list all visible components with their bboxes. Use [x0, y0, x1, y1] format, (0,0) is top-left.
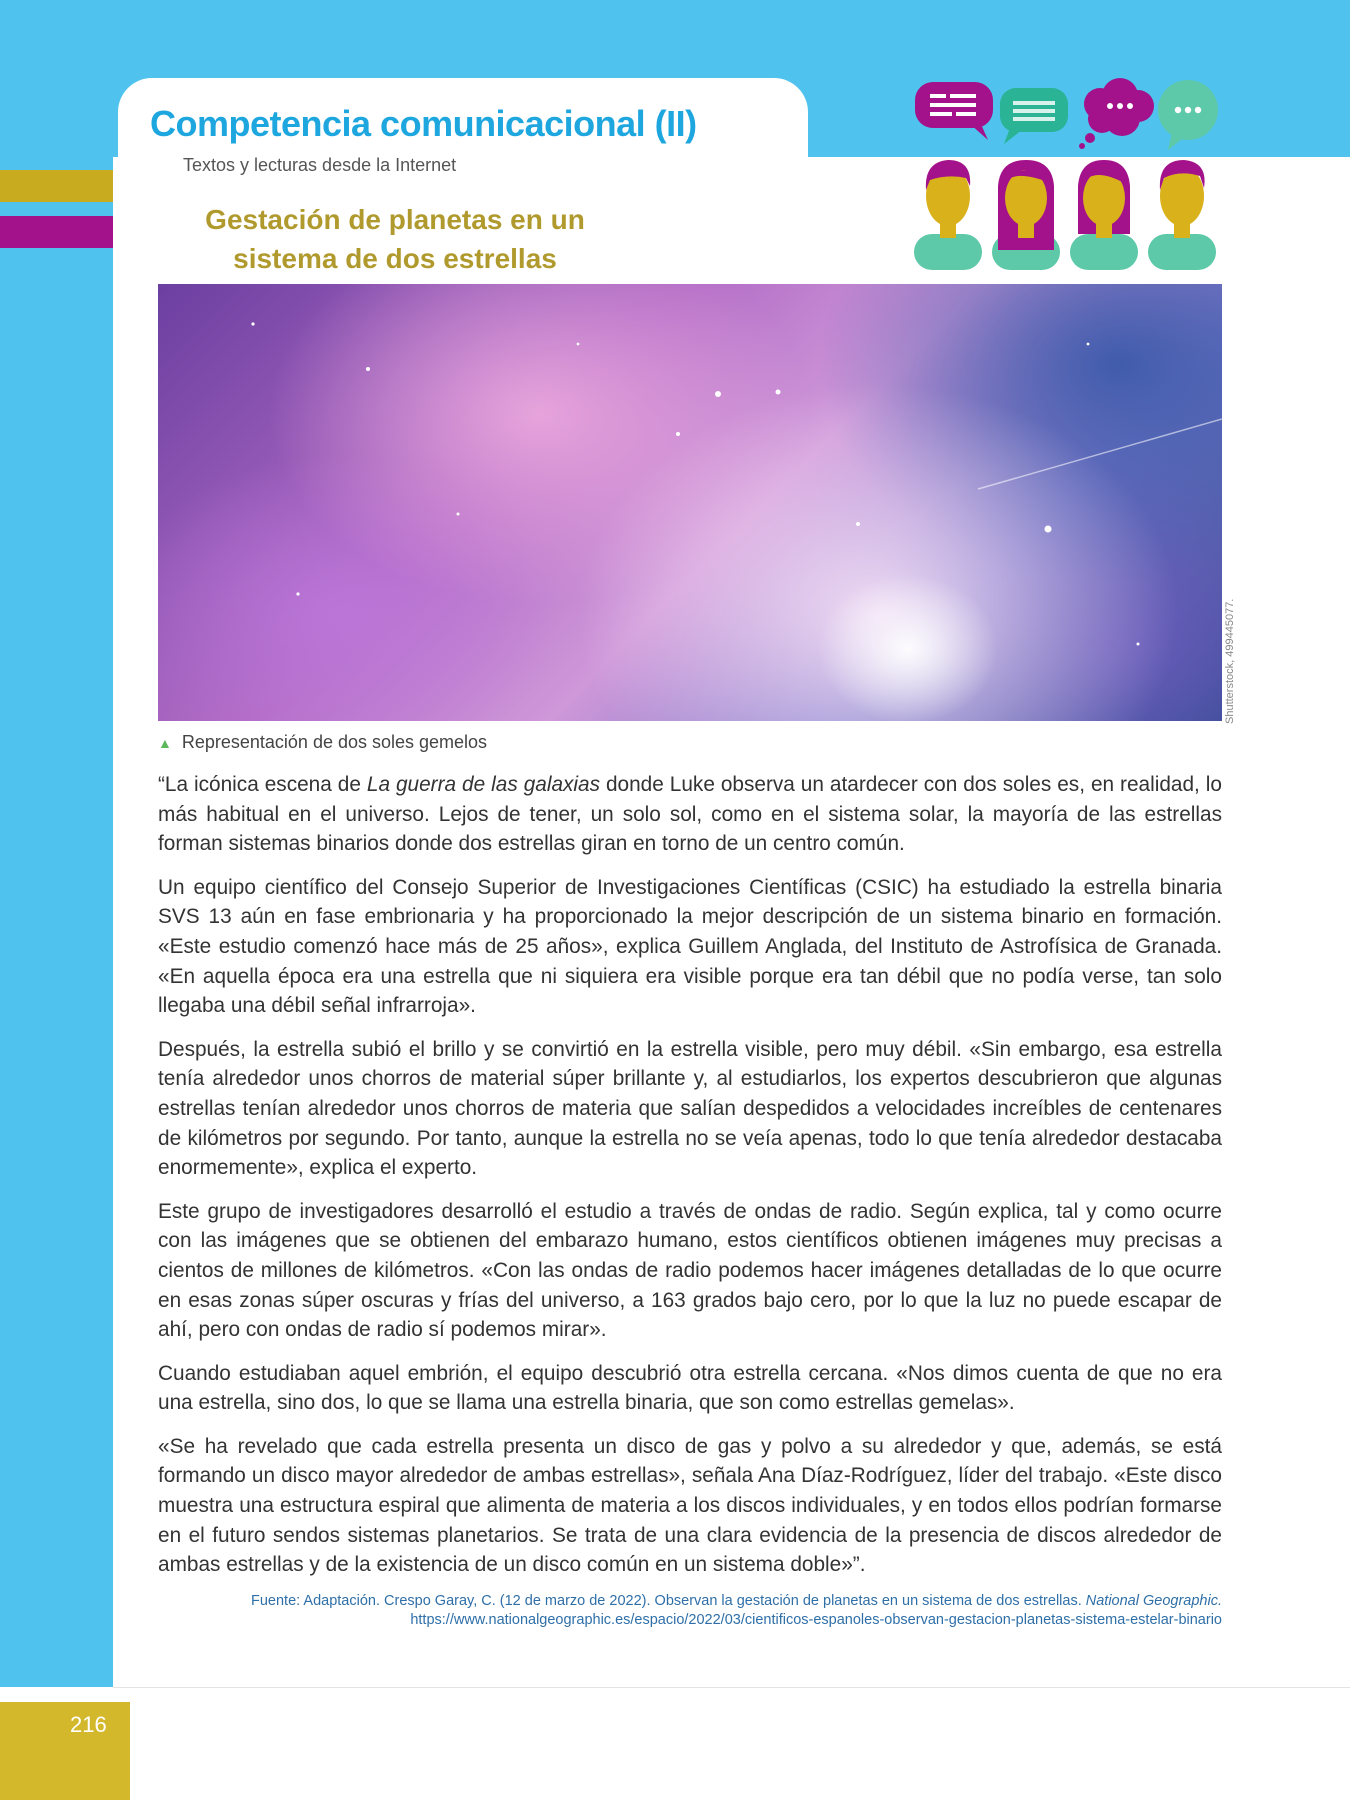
nebula-photo [158, 284, 1222, 721]
speech-bubble-green-icon [1000, 88, 1068, 144]
speech-bubble-purple-icon [915, 82, 993, 140]
paragraph: Un equipo científico del Consejo Superior de Investigaciones Científicas (CSIC) ha estudiado la estrella binaria SVS 13 aún en fase embrionaria y ha proporcionado la mejor descripción de un sistema binario en formación. «Este estudio comenzó hace más de 25 años», explica Guillem Anglada, del Instituto de Astrofísica de Granada. «En aquella época era una estrella que ni siquiera era visible porque era tan débil que no podía verse, tan solo llegaba una débil señal infrarroja». [158, 875, 1222, 1018]
person-icon [992, 160, 1060, 270]
film-title: La guerra de las galaxias [366, 773, 601, 796]
paragraph: «Se ha revelado que cada estrella presenta un disco de gas y polvo a su alrededor y que, además, se está formando un disco mayor alrededor de ambas estrellas», señala Ana Díaz-Rodríguez, líder del trabajo. «Este disco muestra una estructura espiral que alimenta de materia a los discos individuales, y en todos ellos podrían formarse en el futuro sendos sistemas planetarios. Se trata de una clara evidencia de la presencia de discos alrededor de ambas estrellas y de la existencia de un disco común en un sistema doble»”. [158, 1434, 1222, 1577]
page-corner [0, 1702, 130, 1800]
person-icon [1148, 160, 1216, 270]
paragraph: Cuando estudiaban aquel embrión, el equipo descubrió otra estrella cercana. «Nos dimos cuenta de que no era una estrella, sino dos, lo que se llama una estrella binaria, que son como estrellas gemelas». [158, 1361, 1222, 1415]
conversation-illustration [910, 74, 1225, 270]
section-title: Competencia comunicacional (II) [150, 103, 697, 144]
image-caption [158, 732, 487, 753]
person-icon [914, 160, 982, 270]
paragraph: Después, la estrella subió el brillo y se convirtió en la estrella visible, pero muy débil. «Sin embargo, esa estrella tenía alrededor unos chorros de material súper brillante y, al estudiarlos, los expertos descubrieron que algunas estrellas tenían alrededor unos chorros de materia que salían despedidos a velocidades increíbles de centenares de kilómetros por segundo. Por tanto, aunque la estrella no se veía apenas, todo lo que tenía alrededor destacaba enormemente», explica el experto. [158, 1037, 1222, 1180]
page-number: 216 [70, 1712, 107, 1737]
caption-text: Representación de dos soles gemelos [181, 732, 488, 752]
section-subtitle: Textos y lecturas desde la Internet [183, 155, 457, 175]
footer-divider [113, 1687, 1350, 1688]
purple-stripe [0, 216, 113, 248]
article-body [158, 770, 1222, 1594]
paragraph: Este grupo de investigadores desarrolló el estudio a través de ondas de radio. Según explica, tal y como ocurre con las imágenes que se obtienen del embarazo humano, estos científicos obtienen imágenes muy precisas a cientos de millones de kilómetros. «Con las ondas de radio podemos hacer imágenes detalladas de lo que ocurre en esas zonas súper oscuras y frías del universo, a 163 grados bajo cero, por lo que la luz no puede escapar de ahí, pero con ondas de radio sí podemos mirar». [158, 1199, 1222, 1342]
source-url[interactable]: https://www.nationalgeographic.es/espacio/2022/03/cientificos-espanoles-observan-gestacion-planetas-sistema-estelar-binario [410, 1612, 1222, 1628]
thought-bubble-purple-icon [1079, 78, 1154, 149]
gold-stripe [0, 170, 113, 202]
side-band [0, 157, 113, 1687]
triangle-icon: ▲ [158, 735, 172, 751]
source-citation: Fuente: Adaptación. Crespo Garay, C. (12 de marzo de 2022). Observan la gestación de planetas en un sistema de dos estrellas. National Geographic. https://www.nationalgeographic.es/espacio/2022/03/cientificos-espanoles-observan-gestacion-planetas-sistema-estelar-binario [251, 1593, 1222, 1628]
person-icon [1070, 160, 1138, 270]
article-title: Gestación de planetas en un sistema de dos estrellas [205, 204, 585, 274]
paragraph: “La icónica escena de La guerra de las galaxias donde Luke observa un atardecer con dos soles es, en realidad, lo más habitual en el universo. Lejos de tener, un solo sol, como en el sistema solar, la mayoría de las estrellas forman sistemas binarios donde dos estrellas giran en torno de un centro común. [158, 773, 1222, 856]
image-credit: Shutterstock, 499445077. [1224, 598, 1236, 724]
speech-bubble-teal-icon [1158, 80, 1218, 150]
